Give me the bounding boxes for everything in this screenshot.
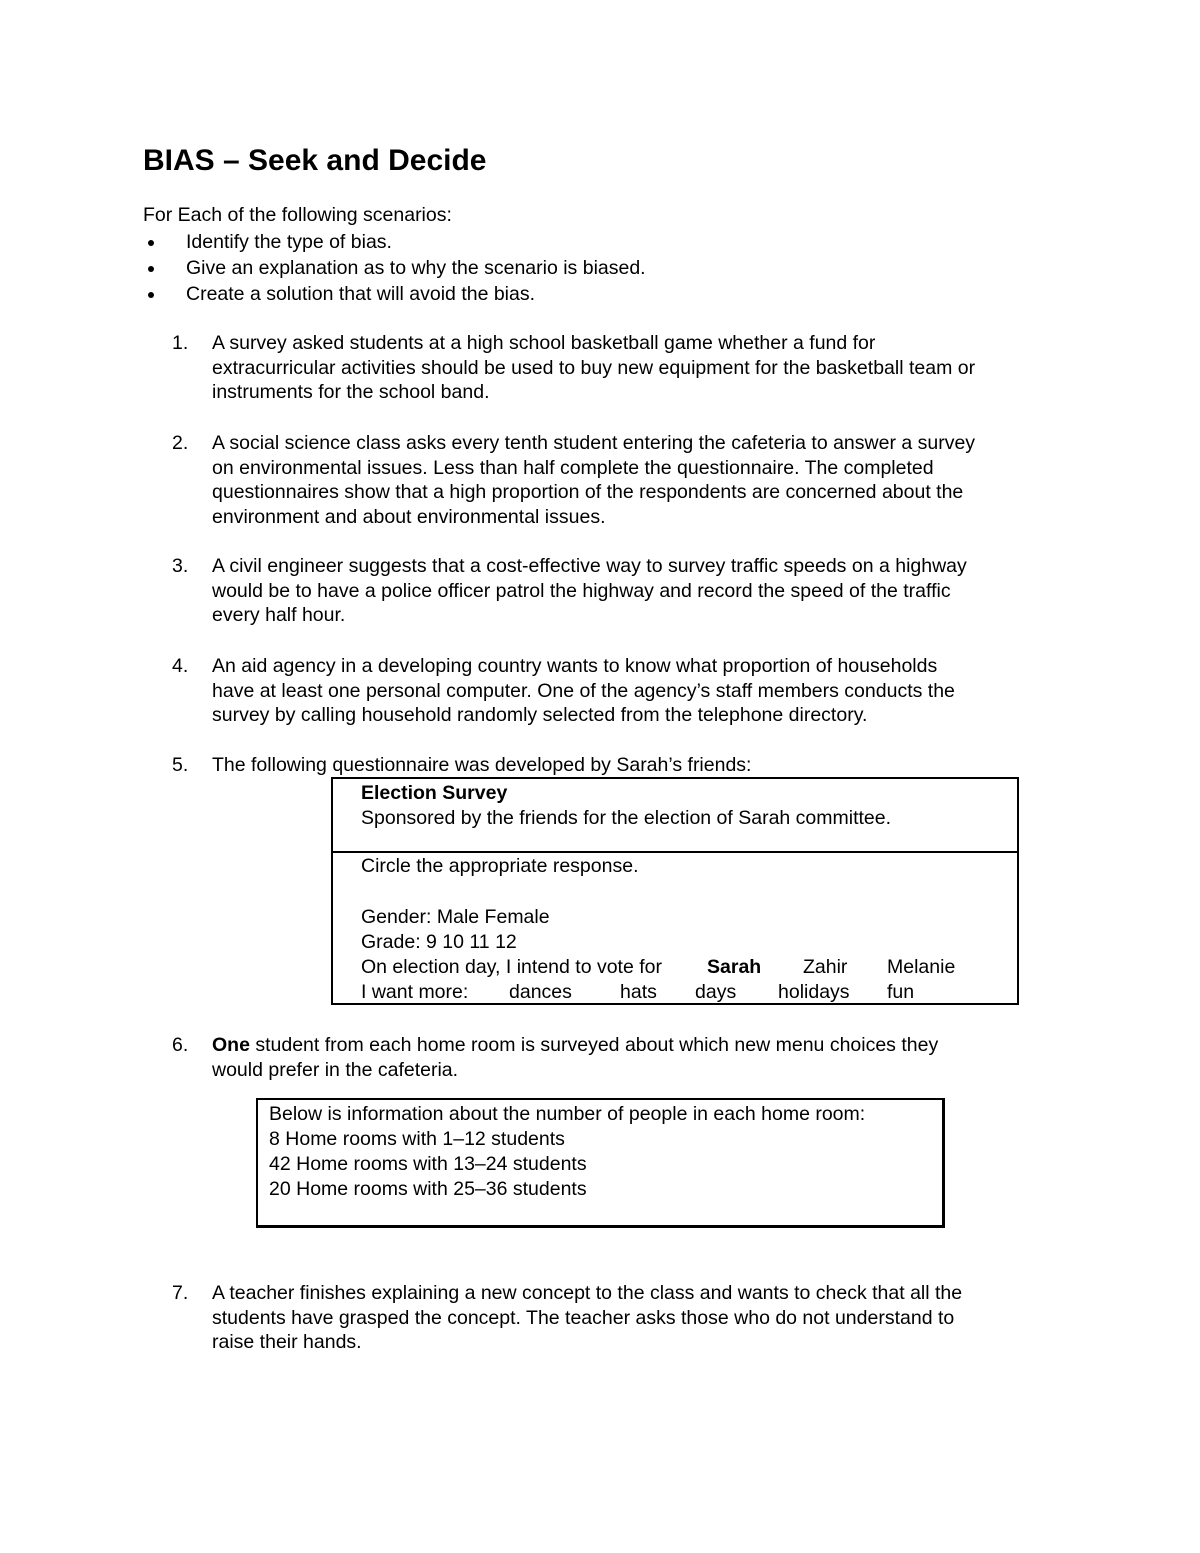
instruction-item: Identify the type of bias. xyxy=(143,229,646,255)
scenario-text: One student from each home room is surveyed about which new menu choices they would prefer in the cafeteria. xyxy=(212,1034,939,1081)
scenario-text: A survey asked students at a high school basketball game whether a fund for extracurricular activities should be used to buy new equipment for the basketball team or instruments for the school band. xyxy=(212,332,976,404)
homeroom-row: 20 Home rooms with 25–36 students xyxy=(269,1178,587,1200)
instruction-list xyxy=(143,229,646,307)
scenario-emphasis: One xyxy=(212,1034,250,1056)
homeroom-intro: Below is information about the number of people in each home room: xyxy=(269,1103,866,1125)
page-title: BIAS – Seek and Decide xyxy=(143,144,487,177)
survey-instruction: Circle the appropriate response. xyxy=(361,855,639,877)
scenario-number: 1. xyxy=(172,332,189,354)
want-option: days xyxy=(695,981,737,1003)
survey-want-label: I want more: xyxy=(361,981,469,1003)
election-survey-box xyxy=(331,777,1019,1005)
homeroom-row: 8 Home rooms with 1–12 students xyxy=(269,1128,565,1150)
scenario-text: An aid agency in a developing country wants to know what proportion of households have at least one personal computer. One of the agency’s staff members conducts the survey by calling household randomly selected from the telephone directory. xyxy=(212,655,955,727)
survey-sponsor: Sponsored by the friends for the election of Sarah committee. xyxy=(361,807,892,829)
scenario-text: A civil engineer suggests that a cost-effective way to survey traffic speeds on a highway would be to have a police officer patrol the highway and record the speed of the traffic every half hour. xyxy=(212,555,967,627)
bullet-icon xyxy=(148,292,154,298)
scenario-1 xyxy=(172,331,1072,405)
scenario-text: A social science class asks every tenth student entering the cafeteria to answer a survey on environmental issues. Less than half complete the questionnaire. The completed questionnaires show that a high proportion of the respondents are concerned about the environment and about environmental issues. xyxy=(212,432,976,529)
survey-vote-label: On election day, I intend to vote for xyxy=(361,956,662,978)
homeroom-info-box xyxy=(256,1098,945,1228)
scenario-7 xyxy=(172,1281,1072,1355)
scenario-number: 3. xyxy=(172,555,189,577)
want-option: hats xyxy=(620,981,657,1003)
survey-divider xyxy=(333,851,1017,853)
scenario-6 xyxy=(172,1033,1072,1082)
want-option: fun xyxy=(887,981,915,1003)
survey-gender: Gender: Male Female xyxy=(361,906,550,928)
scenario-number: 4. xyxy=(172,655,189,677)
want-option: dances xyxy=(509,981,572,1003)
homeroom-row: 42 Home rooms with 13–24 students xyxy=(269,1153,587,1175)
scenario-4 xyxy=(172,654,1072,728)
scenario-text: The following questionnaire was developed by Sarah’s friends: xyxy=(212,754,752,776)
survey-grade: Grade: 9 10 11 12 xyxy=(361,931,517,953)
scenario-number: 7. xyxy=(172,1282,189,1304)
scenario-number: 2. xyxy=(172,432,189,454)
survey-heading: Election Survey xyxy=(361,782,508,804)
want-option: holidays xyxy=(778,981,850,1003)
scenario-number: 6. xyxy=(172,1034,189,1056)
scenario-3 xyxy=(172,554,1072,628)
instructions-intro: For Each of the following scenarios: xyxy=(143,204,452,226)
candidate-option: Melanie xyxy=(887,956,956,978)
instruction-item: Create a solution that will avoid the bias. xyxy=(143,281,646,307)
bullet-icon xyxy=(148,240,154,246)
candidate-option: Sarah xyxy=(707,956,762,978)
bullet-icon xyxy=(148,266,154,272)
scenario-number: 5. xyxy=(172,754,189,776)
instruction-item: Give an explanation as to why the scenario is biased. xyxy=(143,255,646,281)
scenario-5 xyxy=(172,753,1072,778)
scenario-2 xyxy=(172,431,1072,530)
scenario-text: A teacher finishes explaining a new concept to the class and wants to check that all the students have grasped the concept. The teacher asks those who do not understand to raise their hands. xyxy=(212,1282,963,1354)
candidate-option: Zahir xyxy=(803,956,848,978)
